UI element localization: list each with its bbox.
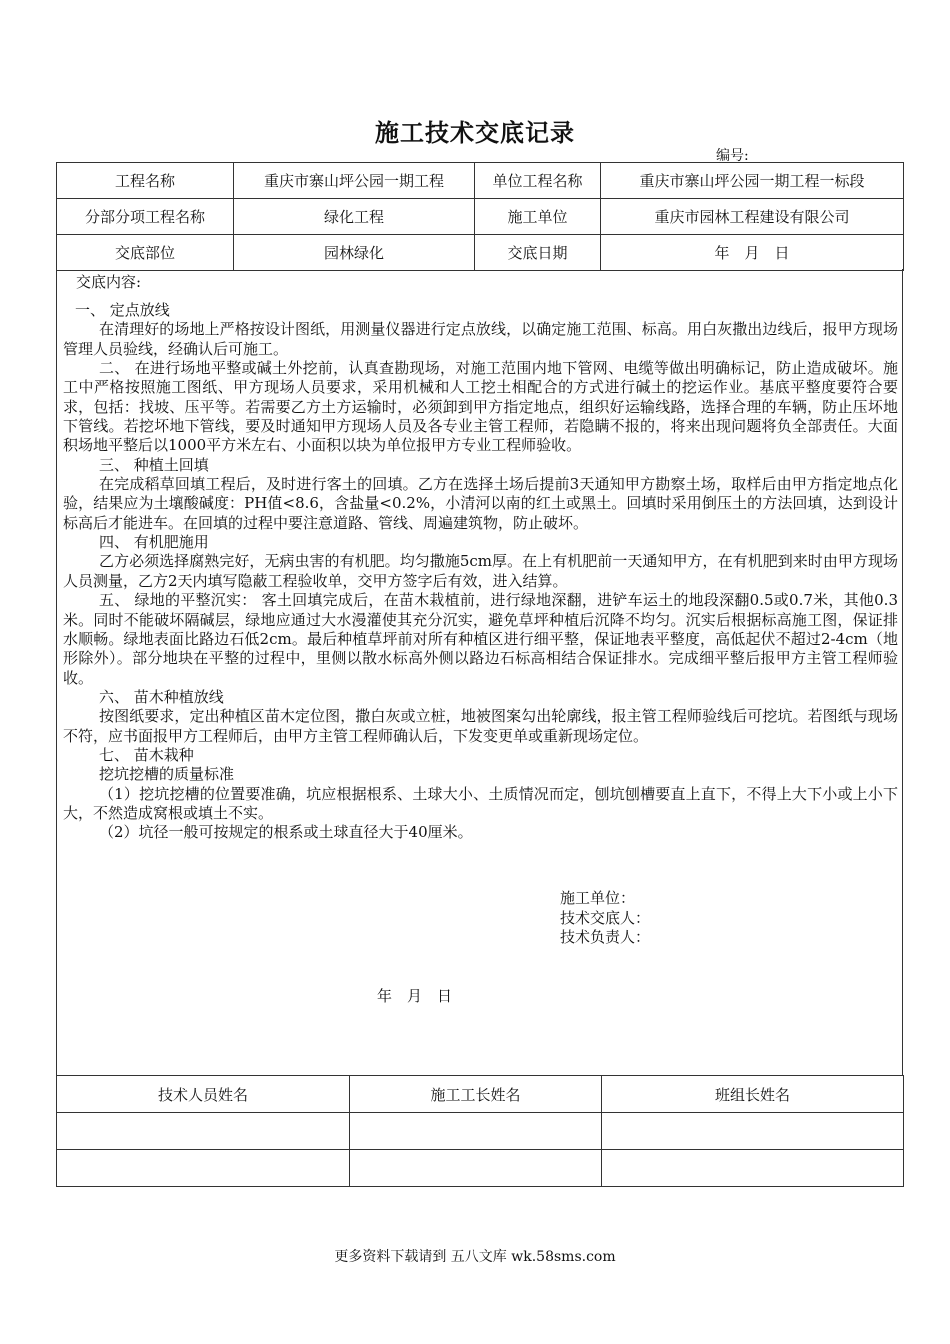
team-leader-name-cell[interactable] [602,1150,904,1187]
label-construction-unit: 施工单位 [475,199,601,235]
content-label: 交底内容: [76,273,142,291]
value-sub-project: 绿化工程 [234,199,475,235]
technician-name-cell[interactable] [57,1150,350,1187]
header-team-leader-name: 班组长姓名 [602,1076,904,1113]
paragraph: 乙方必须选择腐熟完好，无病虫害的有机肥。均匀撒施5cm厚。在上有机肥前一天通知甲方，在有机肥到来时由甲方现场人员测量，乙方2天内填写隐蔽工程验收单，交甲方签字后有效，进入结算。 [63,552,898,590]
paragraph: （1）挖坑挖槽的位置要准确，坑应根据根系、土球大小、土质情况而定，刨坑刨槽要直上直下，不得上大下小或上小下大，不然造成窝根或填土不实。 [63,784,898,822]
label-disclosure-date: 交底日期 [475,235,601,271]
document-title: 施工技术交底记录 [375,118,575,147]
value-disclosure-date: 年 月 日 [601,235,904,271]
sign-construction-unit: 施工单位： [560,889,636,907]
header-technician-name: 技术人员姓名 [57,1076,350,1113]
sign-disclosure-person: 技术交底人： [560,908,651,927]
signature-block [560,889,650,948]
disclosure-content-section [56,269,903,1075]
table-row [57,163,904,199]
label-unit-project-name: 单位工程名称 [475,163,601,199]
table-row [57,235,904,271]
paragraph: 六、 苗木种植放线 [99,687,224,706]
footer-note: 更多资料下载请到 五八文库 wk.58sms.com [334,1249,616,1265]
serial-number-label: 编号: [716,148,749,164]
foreman-name-cell[interactable] [350,1150,602,1187]
foreman-name-cell[interactable] [350,1113,602,1150]
signature-date: 年 月 日 [377,987,453,1005]
paragraph: 四、 有机肥施用 [99,533,209,552]
table-row [57,1076,904,1113]
table-row [57,1150,904,1187]
table-row [57,1113,904,1150]
paragraph: 在清理好的场地上严格按设计图纸，用测量仪器进行定点放线，以确定施工范围、标高。用白灰撒出边线后，报甲方现场管理人员验线，经确认后可施工。 [63,320,898,358]
label-sub-project: 分部分项工程名称 [57,199,234,235]
paragraph: 在完成稻草回填工程后，及时进行客土的回填。乙方在选择土场后提前3天通知甲方勘察土场，取样后由甲方指定地点化验，结果应为土壤酸碱度：PH值<8.6，含盐量<0.2%，小清河以南的红土或黑土。回填时采用倒压土的方法回填，达到设计标高后才能进车。在回填的过程中要注意道路、管线、周遍建筑物，防止破坏。 [63,475,898,532]
value-project-name: 重庆市寨山坪公园一期工程 [234,163,475,199]
technician-name-cell[interactable] [57,1113,350,1150]
paragraph: 二、 在进行场地平整或碱土外挖前，认真查勘现场，对施工范围内地下管网、电缆等做出明确标记，防止造成破坏。施工中严格按照施工图纸、甲方现场人员要求，采用机械和人工挖土相配合的方式进行碱土的挖运作业。基底平整度要符合要求，包括：找坡、压平等。若需要乙方土方运输时，必须卸到甲方指定地点，组织好运输线路，选择合理的车辆，防止压坏地下管线。若挖坏地下管线，要及时通知甲方现场人员及各专业主管工程师，若隐瞒不报的，将来出现问题将负全部责任。大面积场地平整后以1000平方米左右、小面积以块为单位报甲方专业工程师验收。 [63,359,898,455]
paragraph: 挖坑挖槽的质量标准 [99,765,235,784]
paragraph: （2）坑径一般可按规定的根系或土球直径大于40厘米。 [99,823,473,842]
value-disclosure-part: 园林绿化 [234,235,475,271]
label-disclosure-part: 交底部位 [57,235,234,271]
paragraph: 按图纸要求，定出种植区苗木定位图，撒白灰或立桩，地被图案勾出轮廓线，报主管工程师验线后可挖坑。若图纸与现场不符，应书面报甲方工程师后，由甲方主管工程师确认后，下发变更单或重新现场定位。 [63,707,898,745]
sign-technical-lead: 技术负责人： [560,928,651,946]
value-unit-project-name: 重庆市寨山坪公园一期工程一标段 [601,163,904,199]
staff-signature-table [56,1075,904,1187]
paragraph: 五、 绿地的平整沉实： 客土回填完成后，在苗木栽植前，进行绿地深翻，进铲车运土的地段深翻0.5或0.7米，其他0.3米。同时不能破坏隔碱层，绿地应通过大水漫灌使其充分沉实，避免草坪种植后沉降不均匀。沉实后根据标高施工图，保证排水顺畅。绿地表面比路边石低2cm。最后种植草坪前对所有种植区进行细平整，保证地表平整度，高低起伏不超过2-4cm（地形除外）。部分地块在平整的过程中，里侧以散水标高外侧以路边石标高相结合保证排水。完成细平整后报甲方主管工程师验收。 [63,591,898,687]
paragraph: 三、 种植土回填 [99,455,209,474]
header-foreman-name: 施工工长姓名 [350,1076,602,1113]
table-row [57,199,904,235]
project-info-table [56,162,904,271]
disclosure-body [63,301,898,843]
paragraph: 七、 苗木栽种 [99,745,194,764]
paragraph: 一、 定点放线 [75,301,170,319]
value-construction-unit: 重庆市园林工程建设有限公司 [601,199,904,235]
team-leader-name-cell[interactable] [602,1113,904,1150]
label-project-name: 工程名称 [57,163,234,199]
